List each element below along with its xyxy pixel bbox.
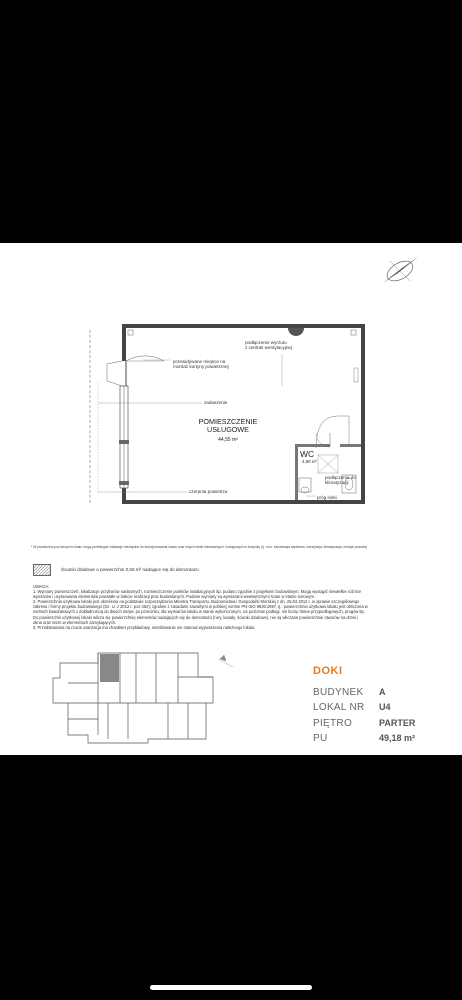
brand-logo: DOKI [313, 665, 343, 677]
ceiling-installations-footnote: * W przestrzeni pod stropem lokalu mogą przebiegać instalacje niezbędne do funkcjonowania lokalu oraz innych lokali mieszkalnych i usługowych w budynku (tj. m.in. kanalizacja sanitarna, wentylacja, klimatyzacja, rewizje powodu) [31, 545, 368, 549]
info-row-unit [313, 700, 415, 715]
notes-section: UWAGA: 1. Wymiary pomieszczeń, lokalizacje przyborów sanitarnych, rozmieszczenie punktów instalacyjnych itp. podano zgodnie z projektem budowlanym. Mogą wystąpić niewielkie różnice wymiarów i usytuowania elementów powstałe w trakcie realizacji prac budowlanych. Podane wymiary są wymiarami wewnętrznymi ścian w stanie surowym. 2. Powierzchnia użytkowa lokalu jest określona na podstawie rozporządzenia Ministra Transportu, Budownictwa i Gospodarki Morskiej z dn. 25.04.2012 r. w sprawie szczegółowego zakresu i formy projektu budowlanego (Dz. U. z 2012 r. poz 462); zgodnie z zasadami zawartymi w polskiej normie PN-ISO 9836:1997, tj.: powierzchnia użytkowa lokalu jest obliczona w metrach kwadratowych z dokładnością do dwóch miejsc po przecinku, dla wymiarów lokalu w stanie wykończonym, na poziomie podłogi, nie licząc listew przypodłogowych, progów itp. Do powierzchni użytkowej lokalu wlicza się powierzchnię elementów nadających się do demontażu (rury, kanały, ścianki działowe), nie są wliczane powierzchnie otworów na drzwi i okna oraz nisze w elementach zamykających. 3. Przedstawiona na rzucie aranżacja ma charakter przykładowy, umeblowanie nie stanowi wyposażenia należnego lokalu. [33, 584, 433, 630]
home-indicator[interactable] [150, 985, 312, 990]
service-room-label: POMIESZCZENIE USŁUGOWE 44,55 m² [183, 418, 273, 444]
info-row-floor [313, 716, 415, 731]
air-intake-label: czerpnia powietrza [189, 489, 228, 494]
notes-title: UWAGA: [33, 584, 50, 589]
vent-connection-label: podłączenie wyrzutu z centrali wentylacyjnej [245, 340, 292, 351]
unit-info-table [313, 685, 415, 747]
info-row-area [313, 731, 415, 746]
info-row-building [313, 685, 415, 700]
air-curtain-label: przewidywane miejsce na montaż kurtyny powietrznej [173, 359, 229, 370]
info-key: PIĘTRO [313, 717, 353, 729]
wc-label: WC [300, 449, 315, 459]
demountable-wall-legend-label: Ścianki działowe o powierzchni 0,55 m² nadające się do demontażu [61, 567, 199, 572]
ac-connection-label: podłączenie do klimatyzacji [325, 475, 356, 486]
unit-highlight [100, 654, 119, 682]
info-value: 49,18 m² [379, 733, 416, 744]
floor-plan-sheet [0, 243, 462, 755]
canopy-label: zadaszenie [204, 400, 228, 405]
threshold-label: próg niski [317, 495, 337, 500]
info-key: PU [313, 733, 328, 745]
demountable-wall-hatch-swatch [33, 564, 51, 576]
wc-area: 4,98 m² [302, 459, 317, 464]
info-key: LOKAL NR [313, 702, 365, 714]
info-value: PARTER [379, 717, 416, 728]
info-value: U4 [379, 702, 391, 713]
info-key: BUDYNEK [313, 687, 364, 698]
info-value: A [379, 687, 386, 697]
unit-floor-plan [0, 243, 462, 543]
service-room-area: 44,55 m² [218, 436, 238, 443]
building-key-plan [48, 643, 248, 751]
